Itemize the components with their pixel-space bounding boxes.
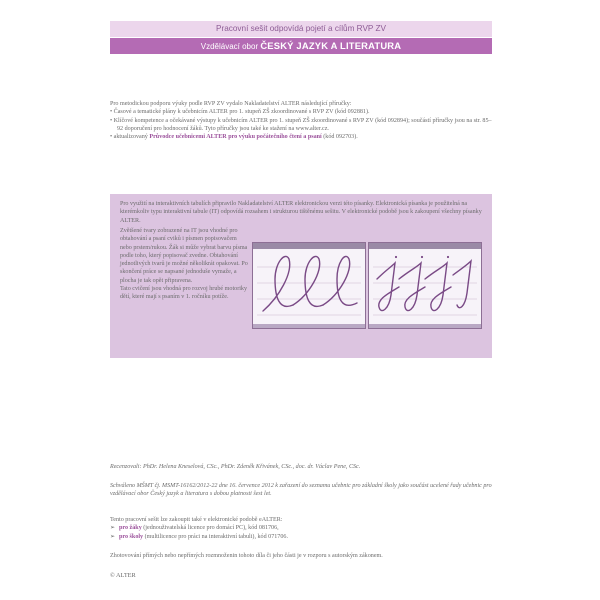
- header-subject-title: ČESKÝ JAZYK A LITERATURA: [260, 40, 402, 51]
- purchase-item-text: (jednouživatelská licence pro domácí PC), kód 081706,: [141, 525, 279, 532]
- box-paragraph: Zvětšené tvary zobrazené na IT jsou vhodné pro obtahování a psaní cviků i písmen popisovačem nebo prstem/rukou. Žák si může vybrat barvu písma podle toho, který popisovač zvedne. Obtahování jednotlivých tvarů je možné několikrát opakovat. Po skončení práce se napsané jednoduše vymaže, a plocha je tak opět připravena.: [120, 228, 248, 284]
- box-paragraph: Pro využití na interaktivních tabulích připravilo Nakladatelství ALTER elektronickou verzi této písanky. Elektronická písanka je použitelná na kterémkoliv typu interaktivní tabule (IT) odpovídá rozsahem i strukturou tištěnému sešitu. V elektronické podobě jsou k zakoupení všechny písanky ALTER.: [120, 201, 482, 224]
- whiteboard-screenshot: [252, 242, 366, 329]
- reviewers-note: Recenzovali: PhDr. Helena Kneselová, CSc., PhDr. Zdeněk Křivánek, CSc., doc. dr. Václav Pene, CSc.: [110, 464, 361, 470]
- header-subtitle-band: [110, 21, 492, 37]
- handwriting-sample-j: [369, 249, 481, 324]
- box-side-text: [120, 227, 248, 302]
- intro-lead: Pro metodickou podporu výuky podle RVP ZV vydalo Nakladatelství ALTER následující příručky:: [110, 101, 352, 107]
- purchase-lead: Tento pracovní sešit lze zakoupit také v elektronické podobě eALTER:: [110, 517, 283, 523]
- intro-item: • Klíčové kompetence a očekávané výstupy k učebnicím ALTER pro 1. stupeň ZŠ zkoordinované s RVP ZV (kód 092894); součástí příručky jsou na str. 85–92 doporučení pro hodnocení žáků. Tyto příručky jsou také ke stažení na www.alter.cz.: [110, 117, 492, 132]
- purchase-item-bold: pro žáky: [119, 525, 142, 532]
- interactive-whiteboard-box: [110, 194, 492, 358]
- approval-note: Schváleno MŠMT čj. MSMT-16162/2012-22 dne 16. července 2012 k zařazení do seznamu učebnic pro základní školy jako součást ucelené řady učebnic pro vzdělávací obor Český jazyk a literatura s dobou platnosti šest let.: [110, 483, 492, 498]
- header-line1: Pracovní sešit odpovídá pojetí a cílům RVP ZV: [216, 24, 386, 33]
- handwriting-sample-l: [253, 249, 365, 324]
- screenshot-statusbar: [253, 324, 365, 328]
- intro-item-prefix: • aktualizovaný: [110, 134, 150, 141]
- intro-item: [110, 133, 495, 141]
- copyright: © ALTER: [110, 572, 136, 579]
- purchase-item-bold: pro školy: [119, 533, 144, 540]
- header-title-band: [110, 38, 492, 54]
- purchase-section: [110, 516, 495, 541]
- intro-item-highlight: Průvodce učebnicemi ALTER pro výuku počátečního čtení a psaní: [149, 134, 322, 141]
- purchase-item: [110, 533, 495, 541]
- intro-item: • Časové a tematické plány k učebnicím ALTER pro 1. stupeň ZŠ zkoordinované s RVP ZV (kód 092881).: [110, 109, 370, 116]
- intro-item-suffix: (kód 092703).: [321, 134, 358, 141]
- purchase-item-text: (multilicence pro práci na interaktivní tabuli), kód 071706.: [143, 533, 288, 540]
- header-line2-prefix: Vzdělávací obor: [200, 42, 261, 51]
- arrow-bullet-icon: ➢: [110, 525, 116, 532]
- purchase-item: [110, 524, 495, 532]
- arrow-bullet-icon: ➢: [110, 533, 116, 540]
- copyright-warning: Zhotovování přímých nebo nepřímých rozmnoženin tohoto díla či jeho části je v rozporu s autorským zákonem.: [110, 553, 383, 559]
- screenshot-statusbar: [369, 324, 481, 328]
- whiteboard-screenshot: [368, 242, 482, 329]
- intro-section: [110, 100, 495, 141]
- box-paragraph: Tato cvičení jsou vhodná pro rozvoj hrubé motoriky dětí, které mají s psaním v 1. ročníku potíže.: [120, 286, 248, 301]
